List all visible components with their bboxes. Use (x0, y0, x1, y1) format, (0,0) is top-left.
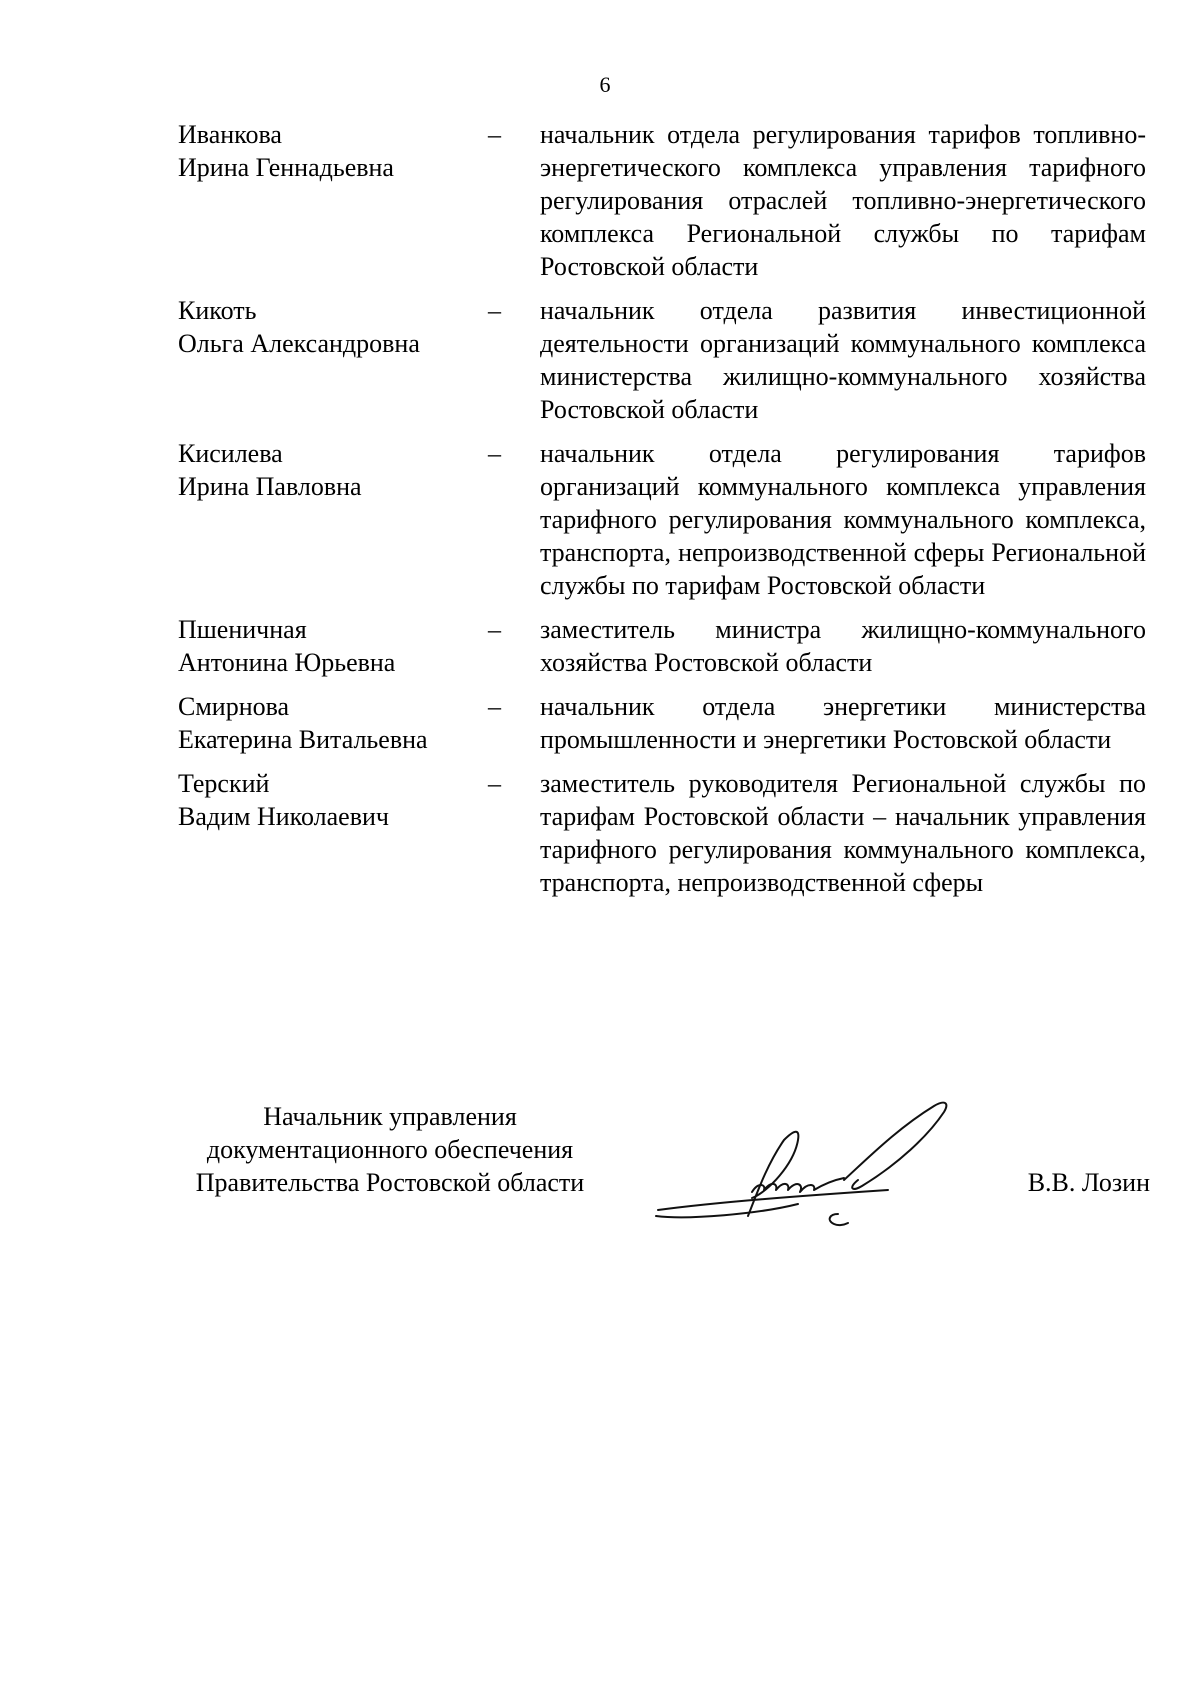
member-surname: Пшеничная (178, 615, 307, 644)
member-dash: – (488, 296, 501, 325)
member-entry (178, 690, 1146, 756)
member-given-names: Вадим Николаевич (178, 802, 389, 831)
member-position: начальник отдела регулирования тарифов организаций коммунального комплекса управления тарифного регулирования коммунального комплекса, транспорта, непроизводственной сферы Региональной службы по тарифам Ростовской области (540, 439, 1146, 600)
member-entry (178, 118, 1146, 283)
signature-block (170, 1100, 1150, 1250)
member-surname: Кисилева (178, 439, 283, 468)
member-position: начальник отдела регулирования тарифов топливно-энергетического комплекса управления тарифного регулирования отраслей топливно-энергетического комплекса Региональной службы по тарифам Ростовской области (540, 120, 1146, 281)
signature-stroke-mark (830, 1214, 848, 1225)
member-dash: – (488, 692, 501, 721)
signature-stroke-loop (656, 1204, 798, 1217)
member-position: заместитель руководителя Региональной службы по тарифам Ростовской области – начальник управления тарифного регулирования коммунального комплекса, транспорта, непроизводственной сферы (540, 769, 1146, 897)
member-given-names: Ирина Геннадьевна (178, 153, 394, 182)
member-entry (178, 767, 1146, 899)
signer-position-line: Начальник управления (263, 1102, 517, 1131)
member-dash: – (488, 615, 501, 644)
member-given-names: Ирина Павловна (178, 472, 362, 501)
member-position: начальник отдела энергетики министерства промышленности и энергетики Ростовской области (540, 692, 1146, 754)
member-given-names: Ольга Александровна (178, 329, 420, 358)
member-surname: Кикоть (178, 296, 257, 325)
members-list (178, 118, 1146, 910)
signature-stroke-underline (658, 1190, 888, 1210)
member-entry (178, 613, 1146, 679)
signature-stroke-stem (748, 1132, 798, 1216)
signer-position-line: документационного обеспечения (206, 1135, 574, 1164)
member-position: заместитель министра жилищно-коммунального хозяйства Ростовской области (540, 615, 1146, 677)
member-dash: – (488, 120, 501, 149)
member-dash: – (488, 439, 501, 468)
member-position: начальник отдела развития инвестиционной деятельности организаций коммунального комплекса министерства жилищно-коммунального хозяйства Ростовской области (540, 296, 1146, 424)
member-dash: – (488, 769, 501, 798)
member-surname: Иванкова (178, 120, 282, 149)
signer-name: В.В. Лозин (1027, 1168, 1150, 1197)
member-entry (178, 294, 1146, 426)
signer-position (170, 1100, 610, 1199)
member-surname: Терский (178, 769, 270, 798)
member-surname: Смирнова (178, 692, 290, 721)
signer-position-line: Правительства Ростовской области (195, 1168, 585, 1197)
handwritten-signature (648, 1088, 1008, 1248)
member-given-names: Антонина Юрьевна (178, 648, 396, 677)
member-entry (178, 437, 1146, 602)
member-given-names: Екатерина Витальевна (178, 725, 428, 754)
signature-stroke-flourish (844, 1103, 946, 1189)
page-number: 6 (599, 72, 611, 97)
signature-strokes (656, 1103, 946, 1225)
